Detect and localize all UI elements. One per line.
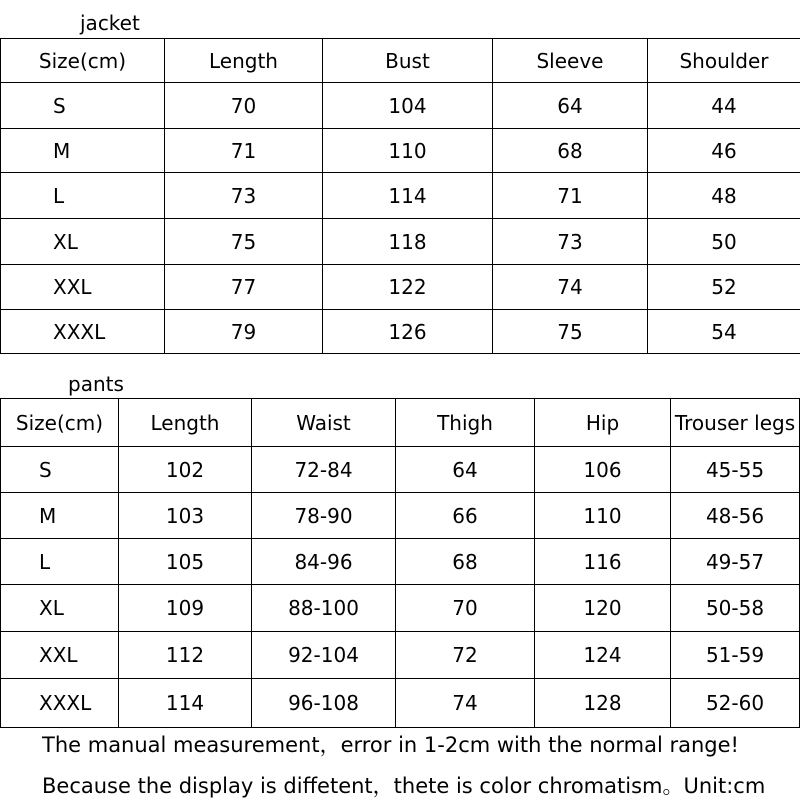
pants-cell: 106	[535, 447, 671, 493]
jacket-size-table	[0, 38, 800, 354]
jacket-table-row	[1, 310, 800, 354]
pants-cell: 68	[396, 539, 535, 585]
pants-cell: 128	[535, 679, 671, 728]
jacket-table-row	[1, 173, 800, 219]
jacket-cell: 48	[648, 173, 800, 219]
jacket-cell: 77	[165, 265, 323, 310]
pants-cell: 78-90	[252, 493, 396, 539]
jacket-header-cell: Size(cm)	[1, 39, 165, 83]
pants-header-cell: Trouser legs	[671, 399, 800, 447]
jacket-cell: 44	[648, 83, 800, 129]
pants-table-row	[1, 447, 800, 493]
pants-cell: 120	[535, 585, 671, 632]
jacket-cell: XXL	[1, 265, 165, 310]
pants-cell: S	[1, 447, 119, 493]
jacket-cell: 79	[165, 310, 323, 354]
pants-cell: 72	[396, 632, 535, 679]
jacket-header-cell: Length	[165, 39, 323, 83]
jacket-cell: 73	[165, 173, 323, 219]
jacket-cell: 46	[648, 129, 800, 173]
jacket-cell: 71	[493, 173, 648, 219]
jacket-cell: 71	[165, 129, 323, 173]
pants-cell: 96-108	[252, 679, 396, 728]
pants-cell: 66	[396, 493, 535, 539]
pants-header-row	[1, 399, 800, 447]
pants-cell: 103	[119, 493, 252, 539]
pants-cell: 110	[535, 493, 671, 539]
pants-cell: 49-57	[671, 539, 800, 585]
pants-cell: XL	[1, 585, 119, 632]
pants-cell: M	[1, 493, 119, 539]
jacket-header-cell: Shoulder	[648, 39, 800, 83]
pants-header-cell: Hip	[535, 399, 671, 447]
pants-title: pants	[68, 372, 124, 396]
pants-cell: 45-55	[671, 447, 800, 493]
pants-cell: 84-96	[252, 539, 396, 585]
pants-cell: 114	[119, 679, 252, 728]
pants-cell: 109	[119, 585, 252, 632]
jacket-table-row	[1, 129, 800, 173]
jacket-cell: 73	[493, 219, 648, 265]
pants-header-cell: Thigh	[396, 399, 535, 447]
jacket-cell: 52	[648, 265, 800, 310]
pants-cell: 72-84	[252, 447, 396, 493]
jacket-header-cell: Bust	[323, 39, 493, 83]
pants-cell: 70	[396, 585, 535, 632]
jacket-cell: 110	[323, 129, 493, 173]
jacket-cell: 75	[493, 310, 648, 354]
jacket-header-cell: Sleeve	[493, 39, 648, 83]
jacket-cell: 104	[323, 83, 493, 129]
pants-cell: 52-60	[671, 679, 800, 728]
jacket-cell: 54	[648, 310, 800, 354]
jacket-cell: 50	[648, 219, 800, 265]
jacket-cell: 118	[323, 219, 493, 265]
pants-cell: 74	[396, 679, 535, 728]
jacket-cell: M	[1, 129, 165, 173]
jacket-cell: XL	[1, 219, 165, 265]
jacket-table-row	[1, 83, 800, 129]
pants-cell: 102	[119, 447, 252, 493]
pants-cell: 105	[119, 539, 252, 585]
measurement-note: The manual measurement，error in 1-2cm with the normal range!	[42, 733, 739, 757]
jacket-cell: 122	[323, 265, 493, 310]
pants-cell: 48-56	[671, 493, 800, 539]
jacket-header-row	[1, 39, 800, 83]
pants-cell: 92-104	[252, 632, 396, 679]
pants-table-row	[1, 679, 800, 728]
jacket-title: jacket	[80, 11, 140, 35]
pants-cell: 88-100	[252, 585, 396, 632]
pants-header-cell: Size(cm)	[1, 399, 119, 447]
pants-table-row	[1, 493, 800, 539]
pants-table-row	[1, 539, 800, 585]
jacket-cell: 75	[165, 219, 323, 265]
pants-cell: 51-59	[671, 632, 800, 679]
jacket-cell: 114	[323, 173, 493, 219]
jacket-cell: XXXL	[1, 310, 165, 354]
pants-cell: 116	[535, 539, 671, 585]
pants-header-cell: Length	[119, 399, 252, 447]
pants-size-table	[0, 398, 800, 728]
pants-cell: 50-58	[671, 585, 800, 632]
jacket-cell: 70	[165, 83, 323, 129]
pants-cell: XXL	[1, 632, 119, 679]
unit-note: Because the display is diffetent，thete is color chromatism。Unit:cm	[42, 774, 766, 798]
jacket-cell: 68	[493, 129, 648, 173]
pants-cell: L	[1, 539, 119, 585]
jacket-cell: 126	[323, 310, 493, 354]
jacket-table-row	[1, 265, 800, 310]
jacket-cell: L	[1, 173, 165, 219]
pants-header-cell: Waist	[252, 399, 396, 447]
pants-cell: 124	[535, 632, 671, 679]
jacket-cell: 74	[493, 265, 648, 310]
pants-table-row	[1, 632, 800, 679]
pants-cell: 64	[396, 447, 535, 493]
pants-table-row	[1, 585, 800, 632]
pants-cell: XXXL	[1, 679, 119, 728]
jacket-cell: 64	[493, 83, 648, 129]
jacket-table-row	[1, 219, 800, 265]
pants-cell: 112	[119, 632, 252, 679]
jacket-cell: S	[1, 83, 165, 129]
